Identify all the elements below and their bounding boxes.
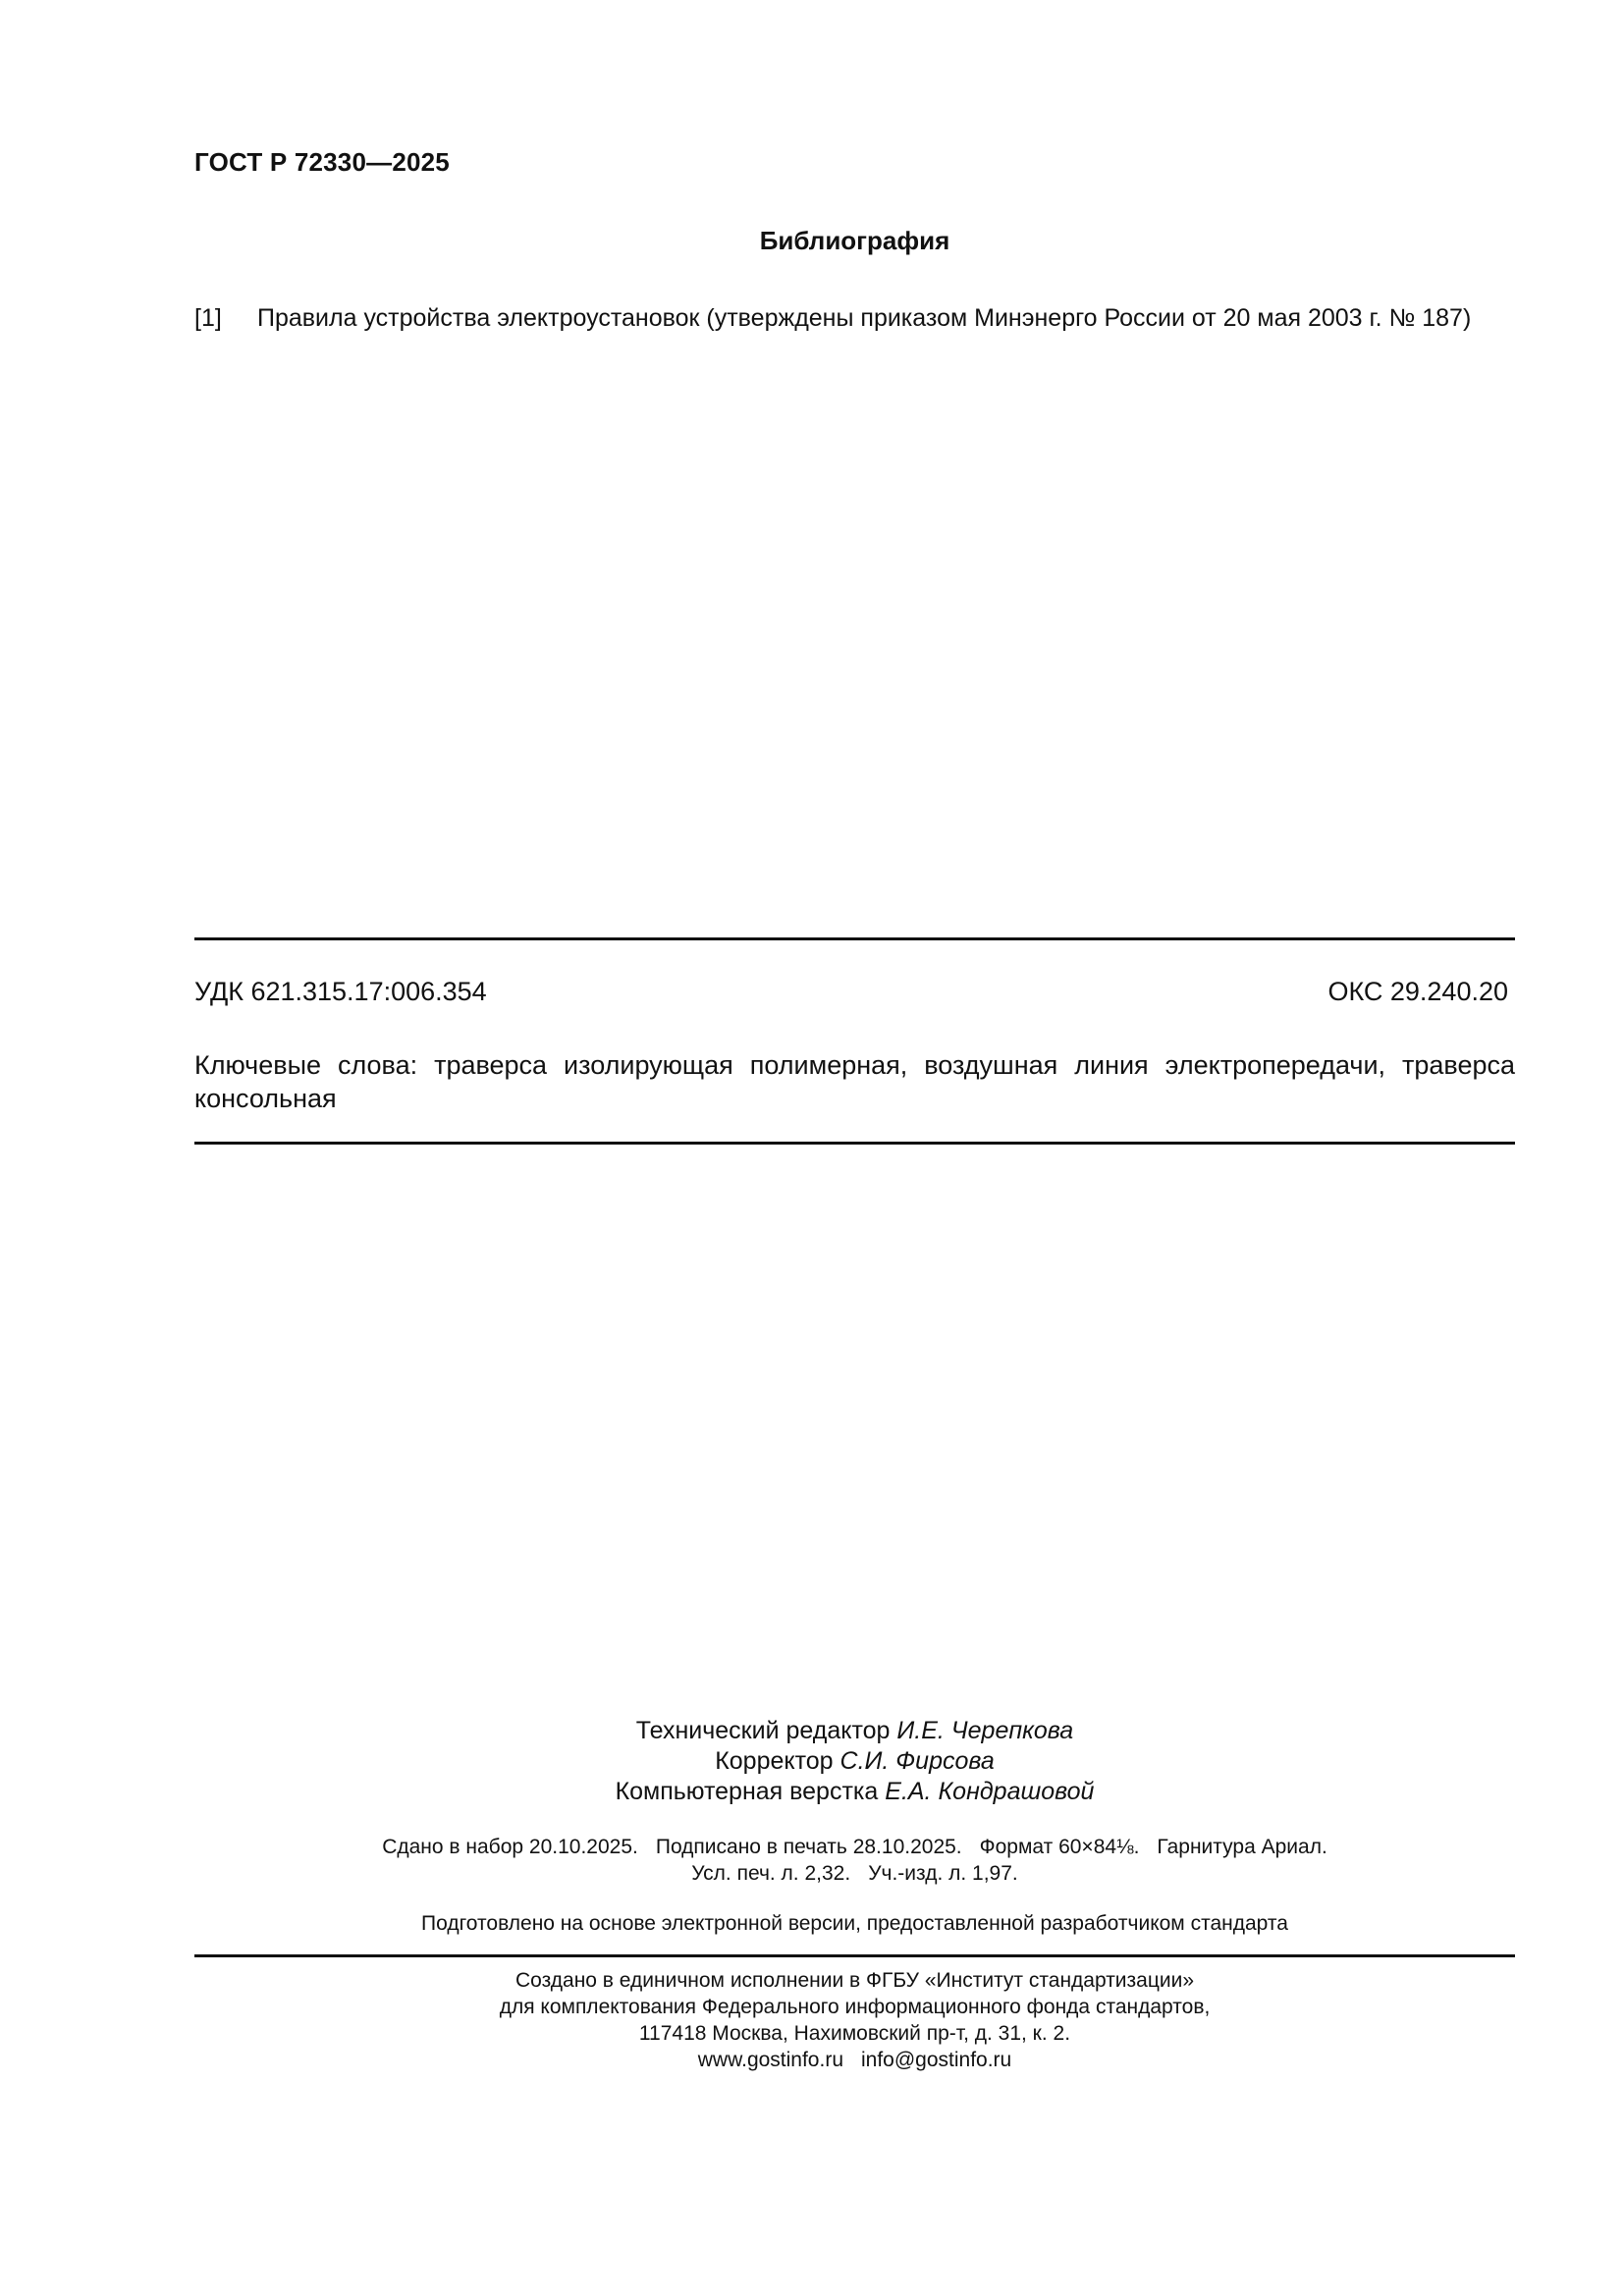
corrector-line <box>194 1746 1515 1777</box>
bibliography-title: Библиография <box>759 226 950 255</box>
bottom-divider <box>194 1954 1515 1957</box>
imprint-pub-sheets: Уч.-изд. л. 1,97. <box>868 1862 1018 1885</box>
imprint-submitted: Сдано в набор 20.10.2025. <box>382 1836 638 1858</box>
publisher-line-2: для комплектования Федерального информационного фонда стандартов, <box>499 1996 1211 2018</box>
imprint-format: Формат 60×84⅛. <box>979 1836 1140 1858</box>
publisher-website[interactable]: www.gostinfo.ru <box>697 2049 843 2071</box>
publisher-line-1: Создано в единичном исполнении в ФГБУ «Институт стандартизации» <box>514 1969 1195 1992</box>
publisher-contacts <box>194 2047 1515 2073</box>
top-divider <box>194 937 1515 940</box>
tech-editor-line <box>194 1716 1515 1746</box>
bibliography-item-number: [1] <box>194 304 222 332</box>
corrector-name: С.И. Фирсова <box>839 1747 995 1775</box>
corrector-label: Корректор <box>715 1747 834 1775</box>
bibliography-item-text: Правила устройства электроустановок (утверждены приказом Минэнерго России от 20 мая 2003 г. № 187) <box>257 304 1472 332</box>
layout-label: Компьютерная верстка <box>615 1778 879 1805</box>
layout-line <box>194 1777 1515 1807</box>
keywords-line-1: Ключевые слова: траверса изолирующая полимерная, воздушная линия электропередачи, траверса <box>194 1050 1515 1080</box>
credits-block <box>194 1716 1515 1807</box>
prepared-note: Подготовлено на основе электронной версии, предоставленной разработчиком стандарта <box>421 1912 1288 1935</box>
tech-editor-label: Технический редактор <box>635 1717 891 1744</box>
publisher-block <box>194 1967 1515 2073</box>
imprint-signed: Подписано в печать 28.10.2025. <box>655 1836 962 1858</box>
udk-code: УДК 621.315.17:006.354 <box>194 977 487 1006</box>
publisher-line-3: 117418 Москва, Нахимовский пр-т, д. 31, к. 2. <box>638 2022 1071 2045</box>
imprint-print-sheets: Усл. печ. л. 2,32. <box>691 1862 851 1885</box>
imprint-typeface: Гарнитура Ариал. <box>1157 1836 1327 1858</box>
imprint-block <box>194 1834 1515 1887</box>
imprint-line-2 <box>194 1860 1515 1887</box>
oks-code: ОКС 29.240.20 <box>1327 977 1508 1006</box>
layout-name: Е.А. Кондрашовой <box>885 1778 1095 1805</box>
imprint-line-1 <box>194 1834 1515 1860</box>
tech-editor-name: И.Е. Черепкова <box>896 1717 1074 1744</box>
keywords-line-2: консольная <box>194 1084 337 1113</box>
publisher-email[interactable]: info@gostinfo.ru <box>861 2049 1012 2071</box>
middle-divider <box>194 1142 1515 1145</box>
document-number: ГОСТ Р 72330—2025 <box>194 147 450 177</box>
keywords-block <box>194 1048 1515 1115</box>
